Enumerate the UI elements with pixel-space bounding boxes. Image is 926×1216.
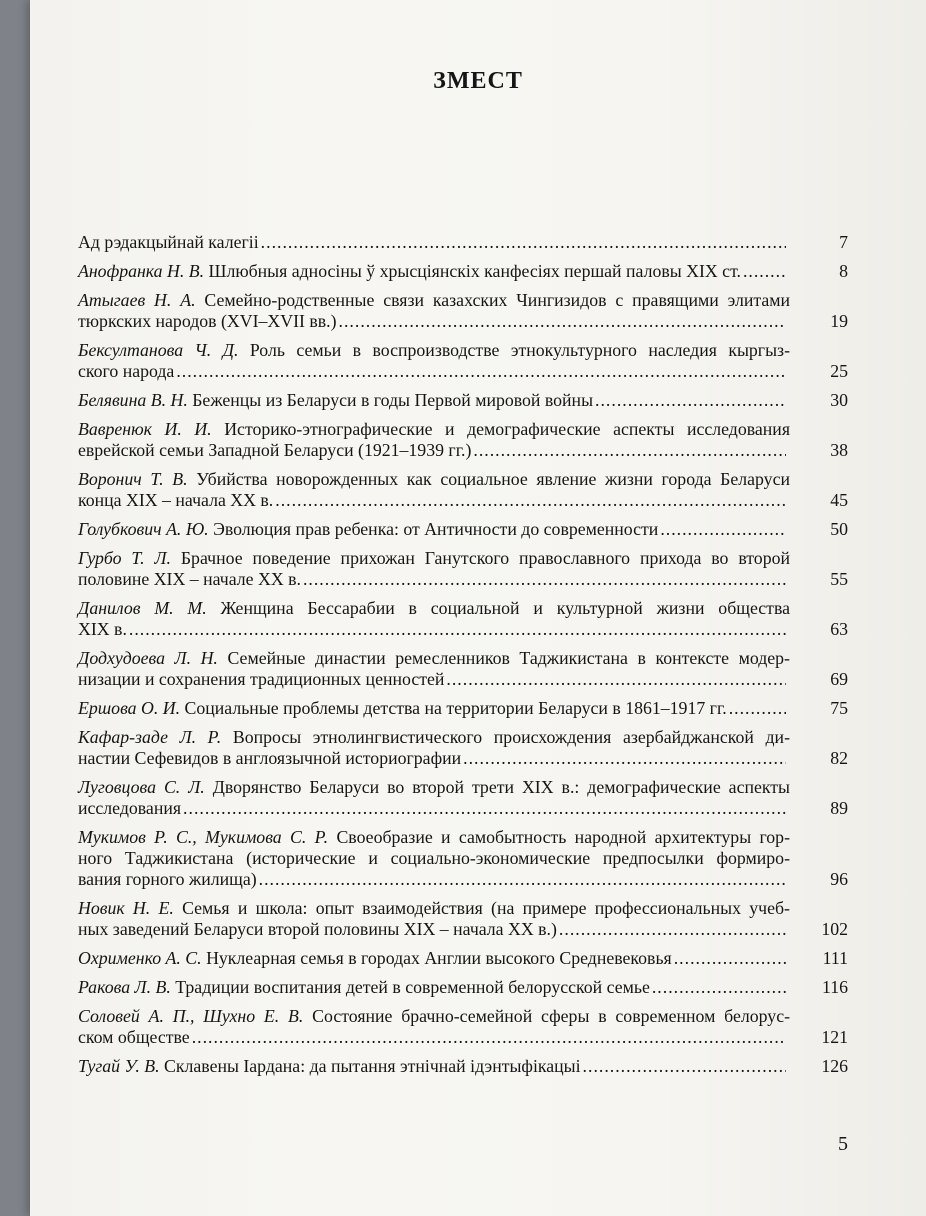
toc-entry [78, 469, 848, 511]
entry-author: Данилов М. М. [78, 598, 207, 618]
toc-entry [78, 519, 848, 540]
toc-entry [78, 232, 848, 253]
entry-title-line: Дворянство Беларуси во второй трети XIX в.: демографические аспекты [212, 777, 790, 797]
entry-title-line: вания горного жилища) [78, 869, 257, 889]
dot-leader [183, 798, 786, 819]
entry-title-line: Традиции воспитания детей в современной белорусской семье [175, 977, 650, 997]
entry-page-number: 69 [830, 669, 848, 689]
entry-title-line: Склавены Іардана: да пытання этнічнай ідэнтыфікацыі [164, 1056, 581, 1076]
entry-page-number: 96 [830, 869, 848, 889]
entry-author: Луговцова С. Л. [78, 777, 205, 797]
entry-title-line: Историко-этнографические и демографические аспекты исследования [224, 419, 790, 439]
dot-leader [275, 490, 786, 511]
toc-entry [78, 698, 848, 719]
entry-page-number: 25 [830, 361, 848, 381]
entry-title-line: Семья и школа: опыт взаимодействия (на примере профессиональных учеб- [182, 898, 790, 918]
entry-title-line: Нуклеарная семья в городах Англии высокого Средневековья [206, 948, 672, 968]
dot-leader [339, 311, 786, 332]
entry-title-line: Брачное поведение прихожан Ганутского православного прихода во второй [180, 548, 790, 568]
toc-entry [78, 340, 848, 382]
entry-page-number: 116 [821, 977, 848, 997]
table-of-contents [78, 232, 848, 1085]
entry-title-line: XIX в. [78, 619, 127, 639]
dot-leader [559, 919, 786, 940]
dot-leader [192, 1027, 786, 1048]
entry-title-line: Своеобразие и самобытность народной архитектуры гор- [336, 827, 790, 847]
toc-entry [78, 648, 848, 690]
dot-leader [674, 948, 786, 969]
entry-author: Анофранка Н. В. [78, 261, 205, 281]
entry-title-line: ного Таджикистана (исторические и социально-экономические предпосылки формиро- [78, 848, 790, 868]
page-title: ЗМЕСТ [433, 68, 523, 94]
entry-page-number: 121 [821, 1027, 848, 1047]
toc-entry [78, 977, 848, 998]
entry-page-number: 38 [830, 440, 848, 460]
entry-title-line: конца XIX – начала XX в. [78, 490, 274, 510]
entry-page-number: 45 [830, 490, 848, 510]
entry-page-number: 55 [830, 569, 848, 589]
entry-author: Гурбо Т. Л. [78, 548, 171, 568]
entry-author: Кафар-заде Л. Р. [78, 727, 222, 747]
entry-author: Охрименко А. С. [78, 948, 202, 968]
entry-page-number: 89 [830, 798, 848, 818]
dot-leader [729, 698, 786, 719]
entry-page-number: 63 [830, 619, 848, 639]
toc-entry [78, 390, 848, 411]
entry-title-line: еврейской семьи Западной Беларуси (1921–1939 гг.) [78, 440, 472, 460]
entry-title-line: Семейные династии ремесленников Таджикистана в контексте модер- [227, 648, 790, 668]
entry-page-number: 126 [821, 1056, 848, 1076]
entry-title-line: половине XIX – начале XX в. [78, 569, 301, 589]
entry-title-line: тюркских народов (XVI–XVII вв.) [78, 311, 337, 331]
entry-author: Воронич Т. В. [78, 469, 188, 489]
entry-title-line: Вопросы этнолингвистического происхождения азербайджанской ди- [232, 727, 790, 747]
entry-title-line: Состояние брачно-семейной сферы в современном белорус- [312, 1006, 791, 1026]
dot-leader [660, 519, 786, 540]
toc-entry [78, 1006, 848, 1048]
dot-leader [303, 569, 786, 590]
dot-leader [261, 232, 786, 253]
toc-entry [78, 777, 848, 819]
entry-title-line: Беженцы из Беларуси в годы Первой мировой войны [192, 390, 594, 410]
entry-title-line: Шлюбныя адносіны ў хрысціянскіх канфесіях першай паловы XIX ст. [208, 261, 741, 281]
entry-title-line: Семейно-родственные связи казахских Чингизидов с правящими элитами [204, 290, 790, 310]
entry-author: Вавренюк И. И. [78, 419, 212, 439]
entry-page-number: 50 [830, 519, 848, 539]
entry-author: Тугай У. В. [78, 1056, 160, 1076]
toc-entry [78, 290, 848, 332]
entry-author: Белявина В. Н. [78, 390, 188, 410]
entry-title-line: настии Сефевидов в англоязычной историографии [78, 748, 462, 768]
dot-leader [463, 748, 786, 769]
entry-title-line: Женщина Бессарабии в социальной и культурной жизни общества [220, 598, 790, 618]
entry-page-number: 102 [821, 919, 848, 939]
entry-author: Ракова Л. В. [78, 977, 171, 997]
entry-page-number: 19 [830, 311, 848, 331]
toc-entry [78, 548, 848, 590]
entry-page-number: 7 [839, 232, 848, 252]
dot-leader [595, 390, 786, 411]
entry-title-line: ского народа [78, 361, 175, 381]
entry-author: Соловей А. П., Шухно Е. В. [78, 1006, 304, 1026]
entry-page-number: 30 [830, 390, 848, 410]
entry-page-number: 75 [830, 698, 848, 718]
entry-author: Бексултанова Ч. Д. [78, 340, 239, 360]
dot-leader [743, 261, 786, 282]
entry-title-line: ском обществе [78, 1027, 190, 1047]
entry-title-line: Убийства новорожденных как социальное явление жизни города Беларуси [196, 469, 790, 489]
toc-entry [78, 827, 848, 890]
dot-leader [652, 977, 786, 998]
entry-author: Додхудоева Л. Н. [78, 648, 218, 668]
dot-leader [176, 361, 786, 382]
toc-entry [78, 598, 848, 640]
entry-title-line: Социальные проблемы детства на территории Беларуси в 1861–1917 гг. [184, 698, 727, 718]
entry-title-line: ных заведений Беларуси второй половины XIX – начала XX в.) [78, 919, 557, 939]
toc-entry [78, 948, 848, 969]
entry-title-line: Ад рэдакцыйнай калегіі [78, 232, 259, 252]
entry-author: Атыгаев Н. А. [78, 290, 196, 310]
toc-entry [78, 1056, 848, 1077]
dot-leader [259, 869, 786, 890]
dot-leader [583, 1056, 786, 1077]
entry-title-line: Эволюция прав ребенка: от Античности до современности [213, 519, 659, 539]
entry-page-number: 111 [822, 948, 848, 968]
entry-title-line: исследования [78, 798, 182, 818]
dot-leader [129, 619, 786, 640]
toc-entry [78, 898, 848, 940]
entry-author: Новик Н. Е. [78, 898, 174, 918]
toc-entry [78, 419, 848, 461]
dot-leader [446, 669, 786, 690]
entry-page-number: 8 [839, 261, 848, 281]
page-number: 5 [838, 1133, 848, 1155]
toc-entry [78, 727, 848, 769]
entry-title-line: Роль семьи в воспроизводстве этнокультурного наследия кыргыз- [249, 340, 790, 360]
dot-leader [473, 440, 786, 461]
entry-author: Голубкович А. Ю. [78, 519, 209, 539]
entry-title-line: низации и сохранения традиционных ценностей [78, 669, 445, 689]
entry-author: Ершова О. И. [78, 698, 181, 718]
entry-page-number: 82 [830, 748, 848, 768]
toc-entry [78, 261, 848, 282]
entry-author: Мукимов Р. С., Мукимова С. Р. [78, 827, 329, 847]
